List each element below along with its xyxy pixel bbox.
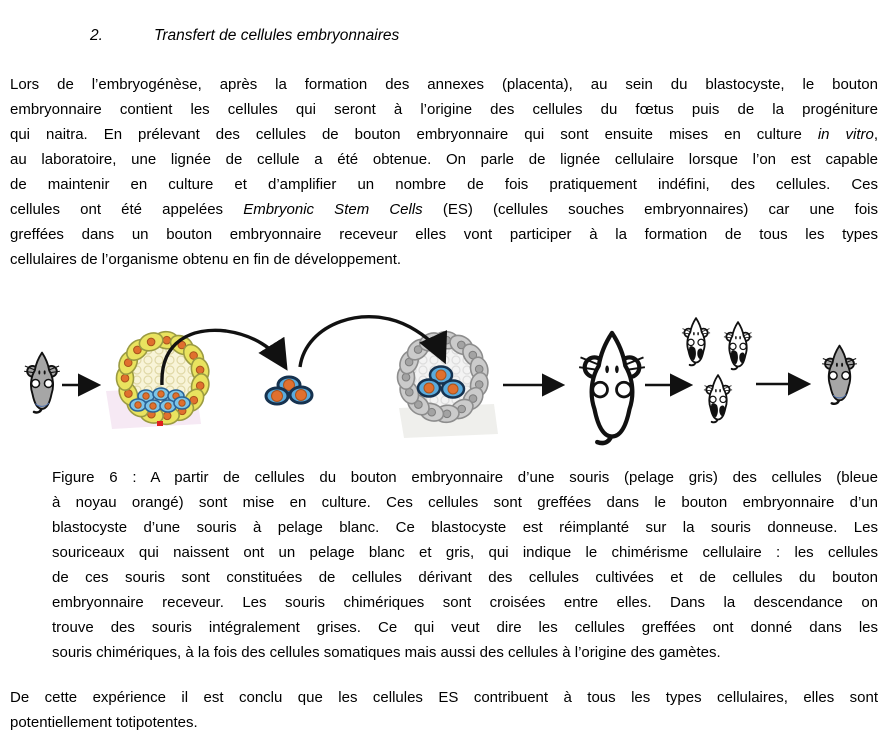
intro-paragraph [10, 72, 878, 272]
text-line: Lors de l’embryogénèse, après la formation des annexes (placenta), au sein du blastocyste, le bouton [10, 76, 878, 93]
section-heading [90, 27, 399, 45]
text-line: blastocyste d’une souris à pelage blanc. Ce blastocyste est réimplanté sur la souris donneuse. Les [52, 519, 878, 536]
foster-white-mouse-icon [579, 333, 645, 443]
text-line: souriceaux qui naissent ont un pelage blanc et gris, qui indique le chimérisme cellulaire : les cellules [52, 544, 878, 561]
text-line: souris chimériques, à la fois des cellules somatiques mais aussi des cellules à l’origine des gamètes. [52, 644, 721, 661]
conclusion-paragraph [10, 685, 878, 735]
es-cells-icon [266, 377, 312, 404]
text-line: qui naitra. En prélevant des cellules de bouton embryonnaire qui sont ensuite mises en culture in vitro, [10, 126, 878, 143]
figure-6-diagram [0, 295, 890, 460]
text-line: cellules ont été appelées Embryonic Stem Cells (ES) (cellules souches embryonnaires) car une fois [10, 201, 878, 218]
text-line: De cette expérience il est conclu que les cellules ES contribuent à tous les types cellulaires, elles sont [10, 689, 878, 706]
text-line: embryonnaire receveur. Les souris chimériques sont croisées entre elles. Dans la descendance on [52, 594, 878, 611]
section-number: 2. [90, 27, 103, 44]
chimeric-mouse-icon [682, 318, 710, 365]
text-line: à noyau orangé) sont mise en culture. Ces cellules sont greffées dans le bouton embryonnaire d’un [52, 494, 878, 511]
figure-caption [52, 465, 878, 665]
text-line: cellulaires de l’organisme obtenu en fin de développement. [10, 251, 402, 268]
text-line: Figure 6 : A partir de cellules du bouton embryonnaire d’une souris (pelage gris) des cellules (bleue [52, 469, 878, 486]
text-line: greffées dans un bouton embryonnaire receveur elles vont participer à la formation de tous les types [10, 226, 878, 243]
text-line: embryonnaire contient les cellules qui seront à l’origine des cellules du fœtus puis de la progéniture [10, 101, 878, 118]
text-line: trouve des souris intégralement grises. Ce qui veut dire les cellules greffées ont donné dans les [52, 619, 878, 636]
text-line: potentiellement totipotentes. [10, 714, 198, 731]
donor-gray-mouse-icon [24, 353, 60, 413]
section-title: Transfert de cellules embryonnaires [154, 27, 400, 44]
text-line: de maintenir en culture et d’amplifier un nombre de fois pratiquement indéfini, des cellules. Ces [10, 176, 878, 193]
text-line: au laboratoire, une lignée de cellule a été obtenue. On parle de lignée cellulaire lorsque l’on est capable [10, 151, 878, 168]
text-line: de ces souris sont constituées de cellules dérivant des cellules cultivées et de cellules du bouton [52, 569, 878, 586]
chimeric-mouse-icon [704, 375, 732, 422]
offspring-gray-mouse-icon [822, 346, 857, 404]
chimeric-mouse-icon [724, 322, 752, 369]
